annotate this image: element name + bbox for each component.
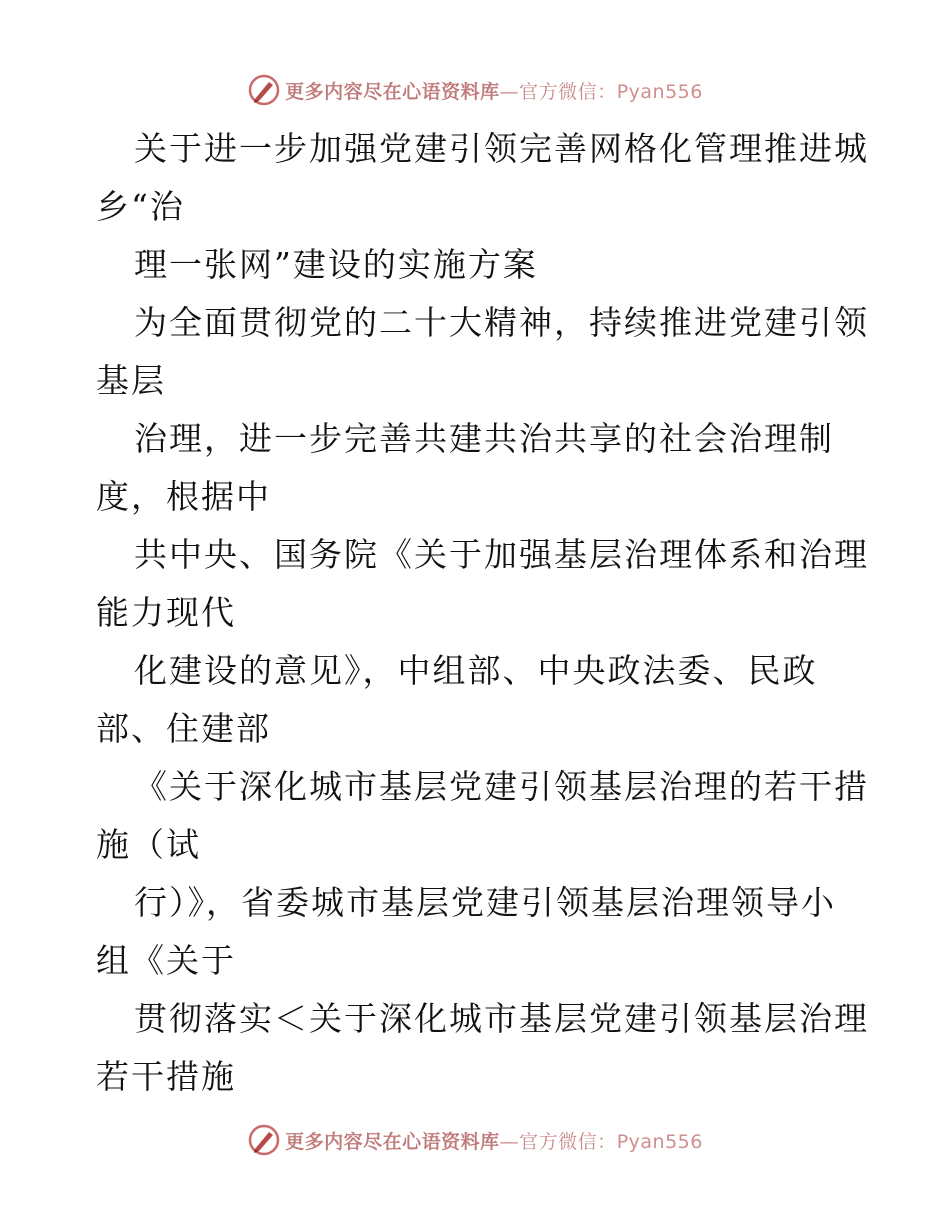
watermark-brand: 更多内容尽在心语资料库 [285,80,500,103]
text-line: 施（试 [96,825,201,864]
text-line: 行）》，省委城市基层党建引领基层治理领导小 [134,883,836,922]
text-line: 贯彻落实＜关于深化城市基层党建引领基层治理 [134,999,869,1038]
text-line: 能力现代 [96,593,236,632]
text-line: 度，根据中 [96,477,271,516]
pen-logo-icon [247,1123,281,1157]
text-line: 乡“治 [96,187,185,226]
text-line: 化建设的意见》，中组部、中央政法委、民政 [134,651,818,690]
watermark-suffix: —官方微信： [499,1130,617,1153]
text-line: 关于进一步加强党建引领完善网格化管理推进城 [134,129,869,168]
text-line: 基层 [96,361,166,400]
watermark-id: Pyan556 [616,80,703,103]
header-watermark [0,70,950,110]
watermark-id: Pyan556 [616,1130,703,1153]
text-line: 治理，进一步完善共建共治共享的社会治理制 [134,419,834,458]
text-line: 部、住建部 [96,709,271,748]
watermark-suffix: —官方微信： [499,80,617,103]
pen-logo-icon [247,73,281,107]
watermark-brand: 更多内容尽在心语资料库 [285,1130,500,1153]
text-line: 理一张网”建设的实施方案 [134,245,538,284]
footer-watermark [0,1120,950,1160]
text-line: 若干措施 [96,1057,236,1096]
text-line: 《关于深化城市基层党建引领基层治理的若干措 [134,767,869,806]
text-line: 为全面贯彻党的二十大精神，持续推进党建引领 [134,303,869,342]
text-line: 共中央、国务院《关于加强基层治理体系和治理 [134,535,869,574]
text-line: 组《关于 [96,941,236,980]
